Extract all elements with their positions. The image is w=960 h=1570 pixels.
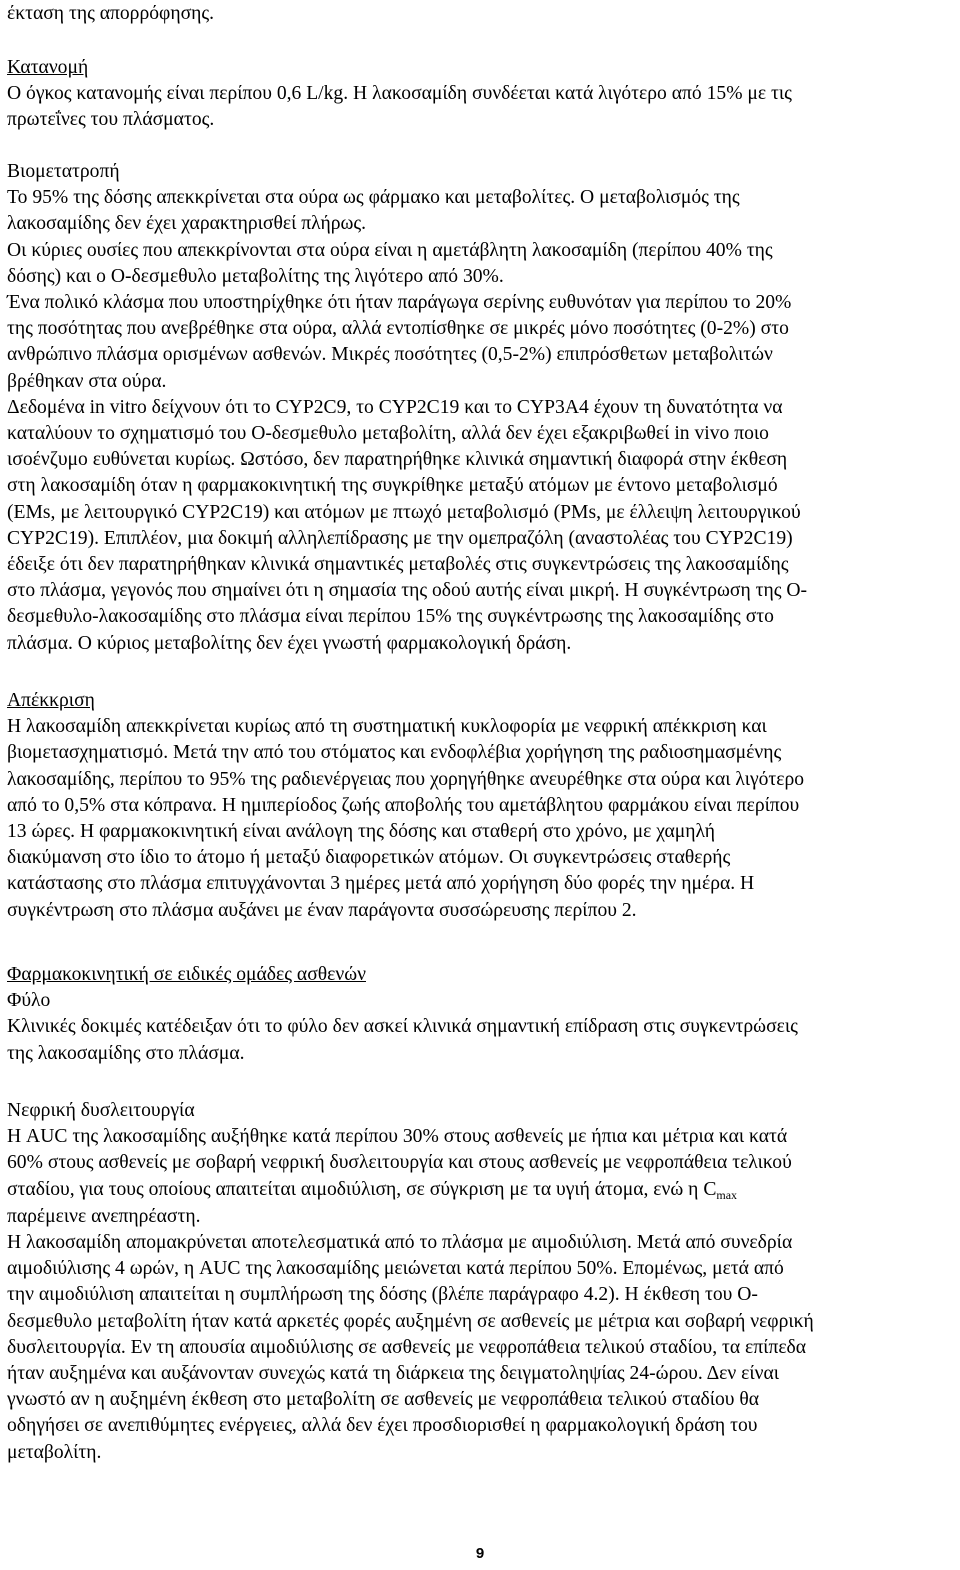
text-line: Ο όγκος κατανομής είναι περίπου 0,6 L/kg. Η λακοσαμίδη συνδέεται κατά λιγότερο από 15% με τις — [7, 83, 792, 105]
text-line: Η λακοσαμίδη απεκκρίνεται κυρίως από τη συστηματική κυκλοφορία με νεφρική απέκκριση και — [7, 716, 767, 738]
text-line: της ποσότητας που ανεβρέθηκε στα ούρα, αλλά εντοπίσθηκε σε μικρές μόνο ποσότητες (0-2%) στο — [7, 318, 789, 340]
lead-paragraph — [7, 1, 952, 27]
text-line: συγκέντρωση στο πλάσμα αυξάνει με έναν παράγοντα συσσώρευσης περίπου 2. — [7, 899, 637, 921]
page-number: 9 — [475, 1545, 485, 1562]
text-line: λακοσαμίδης, περίπου το 95% της ραδιενέργειας που χορηγήθηκε ανευρέθηκε στα ούρα και λιγότερο — [7, 768, 805, 790]
cmax-line — [7, 1177, 952, 1204]
cmax-line-text: σταδίου, για τους οποίους απαιτείται αιμοδιύλιση, σε σύγκριση με τα υγιή άτομα, ενώ η C — [7, 1178, 717, 1200]
text-line: Ένα πολικό κλάσμα που υποστηρίχθηκε ότι ήταν παράγωγα σερίνης ευθυνόταν για περίπου το 20% — [7, 292, 792, 314]
text-line: μεταβολίτη. — [7, 1441, 102, 1463]
text-line: δεσμεθυλο-λακοσαμίδης στο πλάσμα είναι περίπου 15% της συγκέντρωσης της λακοσαμίδης στο — [7, 606, 774, 628]
text-line: γνωστό αν η αυξημένη έκθεση στο μεταβολίτη σε ασθενείς με νεφροπάθεια τελικού σταδίου θα — [7, 1389, 760, 1411]
text-line: οδηγήσει σε ανεπιθύμητες ενέργειες, αλλά δεν έχει προσδιορισθεί η φαρμακολογική δράση του — [7, 1415, 758, 1437]
text-line: λακοσαμίδης δεν έχει χαρακτηρισθεί πλήρως. — [7, 213, 367, 235]
text-line: στη λακοσαμίδη όταν η φαρμακοκινητική της συγκρίθηκε μεταξύ ατόμων με έντονο μεταβολισμό — [7, 475, 778, 497]
text-line: πρωτεΐνες του πλάσματος. — [7, 109, 215, 131]
renal-section — [7, 1098, 952, 1466]
text-line: Οι κύριες ουσίες που απεκκρίνονται στα ούρα είναι η αμετάβλητη λακοσαμίδη (περίπου 40% της — [7, 239, 773, 261]
text-line: 13 ώρες. Η φαρμακοκινητική είναι ανάλογη της δόσης και σταθερή στο χρόνο, με χαμηλή — [7, 821, 716, 843]
text-line: βρέθηκαν στα ούρα. — [7, 370, 167, 392]
text-line: 60% στους ασθενείς με σοβαρή νεφρική δυσλειτουργία και στους ασθενείς με νεφροπάθεια τελικού — [7, 1152, 792, 1174]
text-line: Η λακοσαμίδη απομακρύνεται αποτελεσματικά από το πλάσμα με αιμοδιύλιση. Μετά από συνεδρία — [7, 1232, 793, 1254]
text-line: πλάσμα. Ο κύριος μεταβολίτης δεν έχει γνωστή φαρμακολογική δράση. — [7, 632, 572, 654]
text-line: κατάστασης στο πλάσμα επιτυγχάνονται 3 ημέρες μετά από χορήγηση δύο φορές την ημέρα. Η — [7, 873, 755, 895]
text-line: Κλινικές δοκιμές κατέδειξαν ότι το φύλο δεν ασκεί κλινικά σημαντική επίδραση στις συγκεντρώσεις — [7, 1016, 798, 1038]
renal-subheading: Νεφρική δυσλειτουργία — [7, 1100, 195, 1121]
distribution-section — [7, 55, 952, 134]
text-line: διακύμανση στο ίδιο το άτομο ή μεταξύ διαφορετικών ατόμων. Οι συγκεντρώσεις σταθερής — [7, 847, 731, 869]
cmax-subscript: max — [716, 1187, 738, 1202]
text-line: στο πλάσμα, γεγονός που σημαίνει ότι η σημασία της οδού αυτής είναι μικρή. Η συγκέντρωση της Ο- — [7, 580, 808, 602]
elimination-section — [7, 688, 952, 924]
text-line: από το 0,5% στα κόπρανα. Η ημιπερίοδος ζωής αποβολής του αμετάβλητου φαρμάκου είναι περίπου — [7, 794, 800, 816]
text-line: βιομετασχηματισμό. Μετά την από του στόματος και ενδοφλέβια χορήγηση της ραδιοσημασμένης — [7, 742, 782, 764]
text-line: ανθρώπινο πλάσμα ορισμένων ασθενών. Μικρές ποσότητες (0,5-2%) επιπρόσθετων μεταβολιτών — [7, 344, 773, 366]
text-line: της λακοσαμίδης στο πλάσμα. — [7, 1042, 245, 1064]
text-line: δόσης) και ο Ο-δεσμεθυλο μεταβολίτης της λιγότερο από 30%. — [7, 265, 504, 287]
text-line: Το 95% της δόσης απεκκρίνεται στα ούρα ως φάρμακο και μεταβολίτες. Ο μεταβολισμός της — [7, 187, 740, 209]
text-line: καταλύουν το σχηματισμό του Ο-δεσμεθυλο μεταβολίτη, αλλά δεν έχει εξακριβωθεί in vivo ποιο — [7, 423, 769, 445]
text-line: ήταν αυξημένα και αυξάνονταν συνεχώς κατά τη διάρκεια της δειγματοληψίας 24-ώρου. Δεν είναι — [7, 1363, 780, 1385]
biotransformation-section — [7, 159, 952, 657]
sex-subheading: Φύλο — [7, 990, 51, 1012]
text-line: αιμοδιύλισης 4 ωρών, η AUC της λακοσαμίδης μειώνεται κατά περίπου 50%. Επομένως, μετά από — [7, 1258, 784, 1280]
text-line: δεσμεθυλο μεταβολίτη ήταν κατά αρκετές φορές αυξημένη σε ασθενείς με μέτρια και σοβαρή νεφρική — [7, 1310, 814, 1332]
text-line: δυσλειτουργία. Εν τη απουσία αιμοδιύλισης σε ασθενείς με νεφροπάθεια τελικού σταδίου, τα επίπεδα — [7, 1336, 807, 1358]
elimination-heading: Απέκκριση — [7, 690, 95, 711]
text-line: Η AUC της λακοσαμίδης αυξήθηκε κατά περίπου 30% στους ασθενείς με ήπια και μέτρια και κατά — [7, 1126, 788, 1148]
text-line: ισοένζυμο ευθύνεται κυρίως. Ωστόσο, δεν παρατηρήθηκε κλινικά σημαντική διαφορά στην έκθεση — [7, 449, 788, 471]
special-groups-heading: Φαρμακοκινητική σε ειδικές ομάδες ασθενών — [7, 964, 366, 985]
text-line: έδειξε ότι δεν παρατηρήθηκαν κλινικά σημαντικές μεταβολές στις συγκεντρώσεις της λακοσαμίδης — [7, 554, 789, 576]
biotransformation-heading: Βιομετατροπή — [7, 161, 120, 182]
distribution-heading: Κατανομή — [7, 57, 89, 78]
text-line: Δεδομένα in vitro δείχνουν ότι το CYP2C9, το CYP2C19 και το CYP3A4 έχουν τη δυνατότητα να — [7, 396, 783, 418]
text-line: την αιμοδιύλιση απαιτείται η συμπλήρωση της δόσης (βλέπε παράγραφο 4.2). Η έκθεση του Ο- — [7, 1284, 758, 1306]
text-line: CYP2C19). Επιπλέον, μια δοκιμή αλληλεπίδρασης με την ομεπραζόλη (αναστολέας του CYP2C19) — [7, 527, 793, 549]
text-line: (EMs, με λειτουργικό CYP2C19) και ατόμων με πτωχό μεταβολισμό (PMs, με έλλειψη λειτουργικού — [7, 501, 801, 523]
text-line: παρέμεινε ανεπηρέαστη. — [7, 1205, 201, 1227]
special-groups-section — [7, 962, 952, 1067]
text-line: έκταση της απορρόφησης. — [7, 3, 215, 24]
